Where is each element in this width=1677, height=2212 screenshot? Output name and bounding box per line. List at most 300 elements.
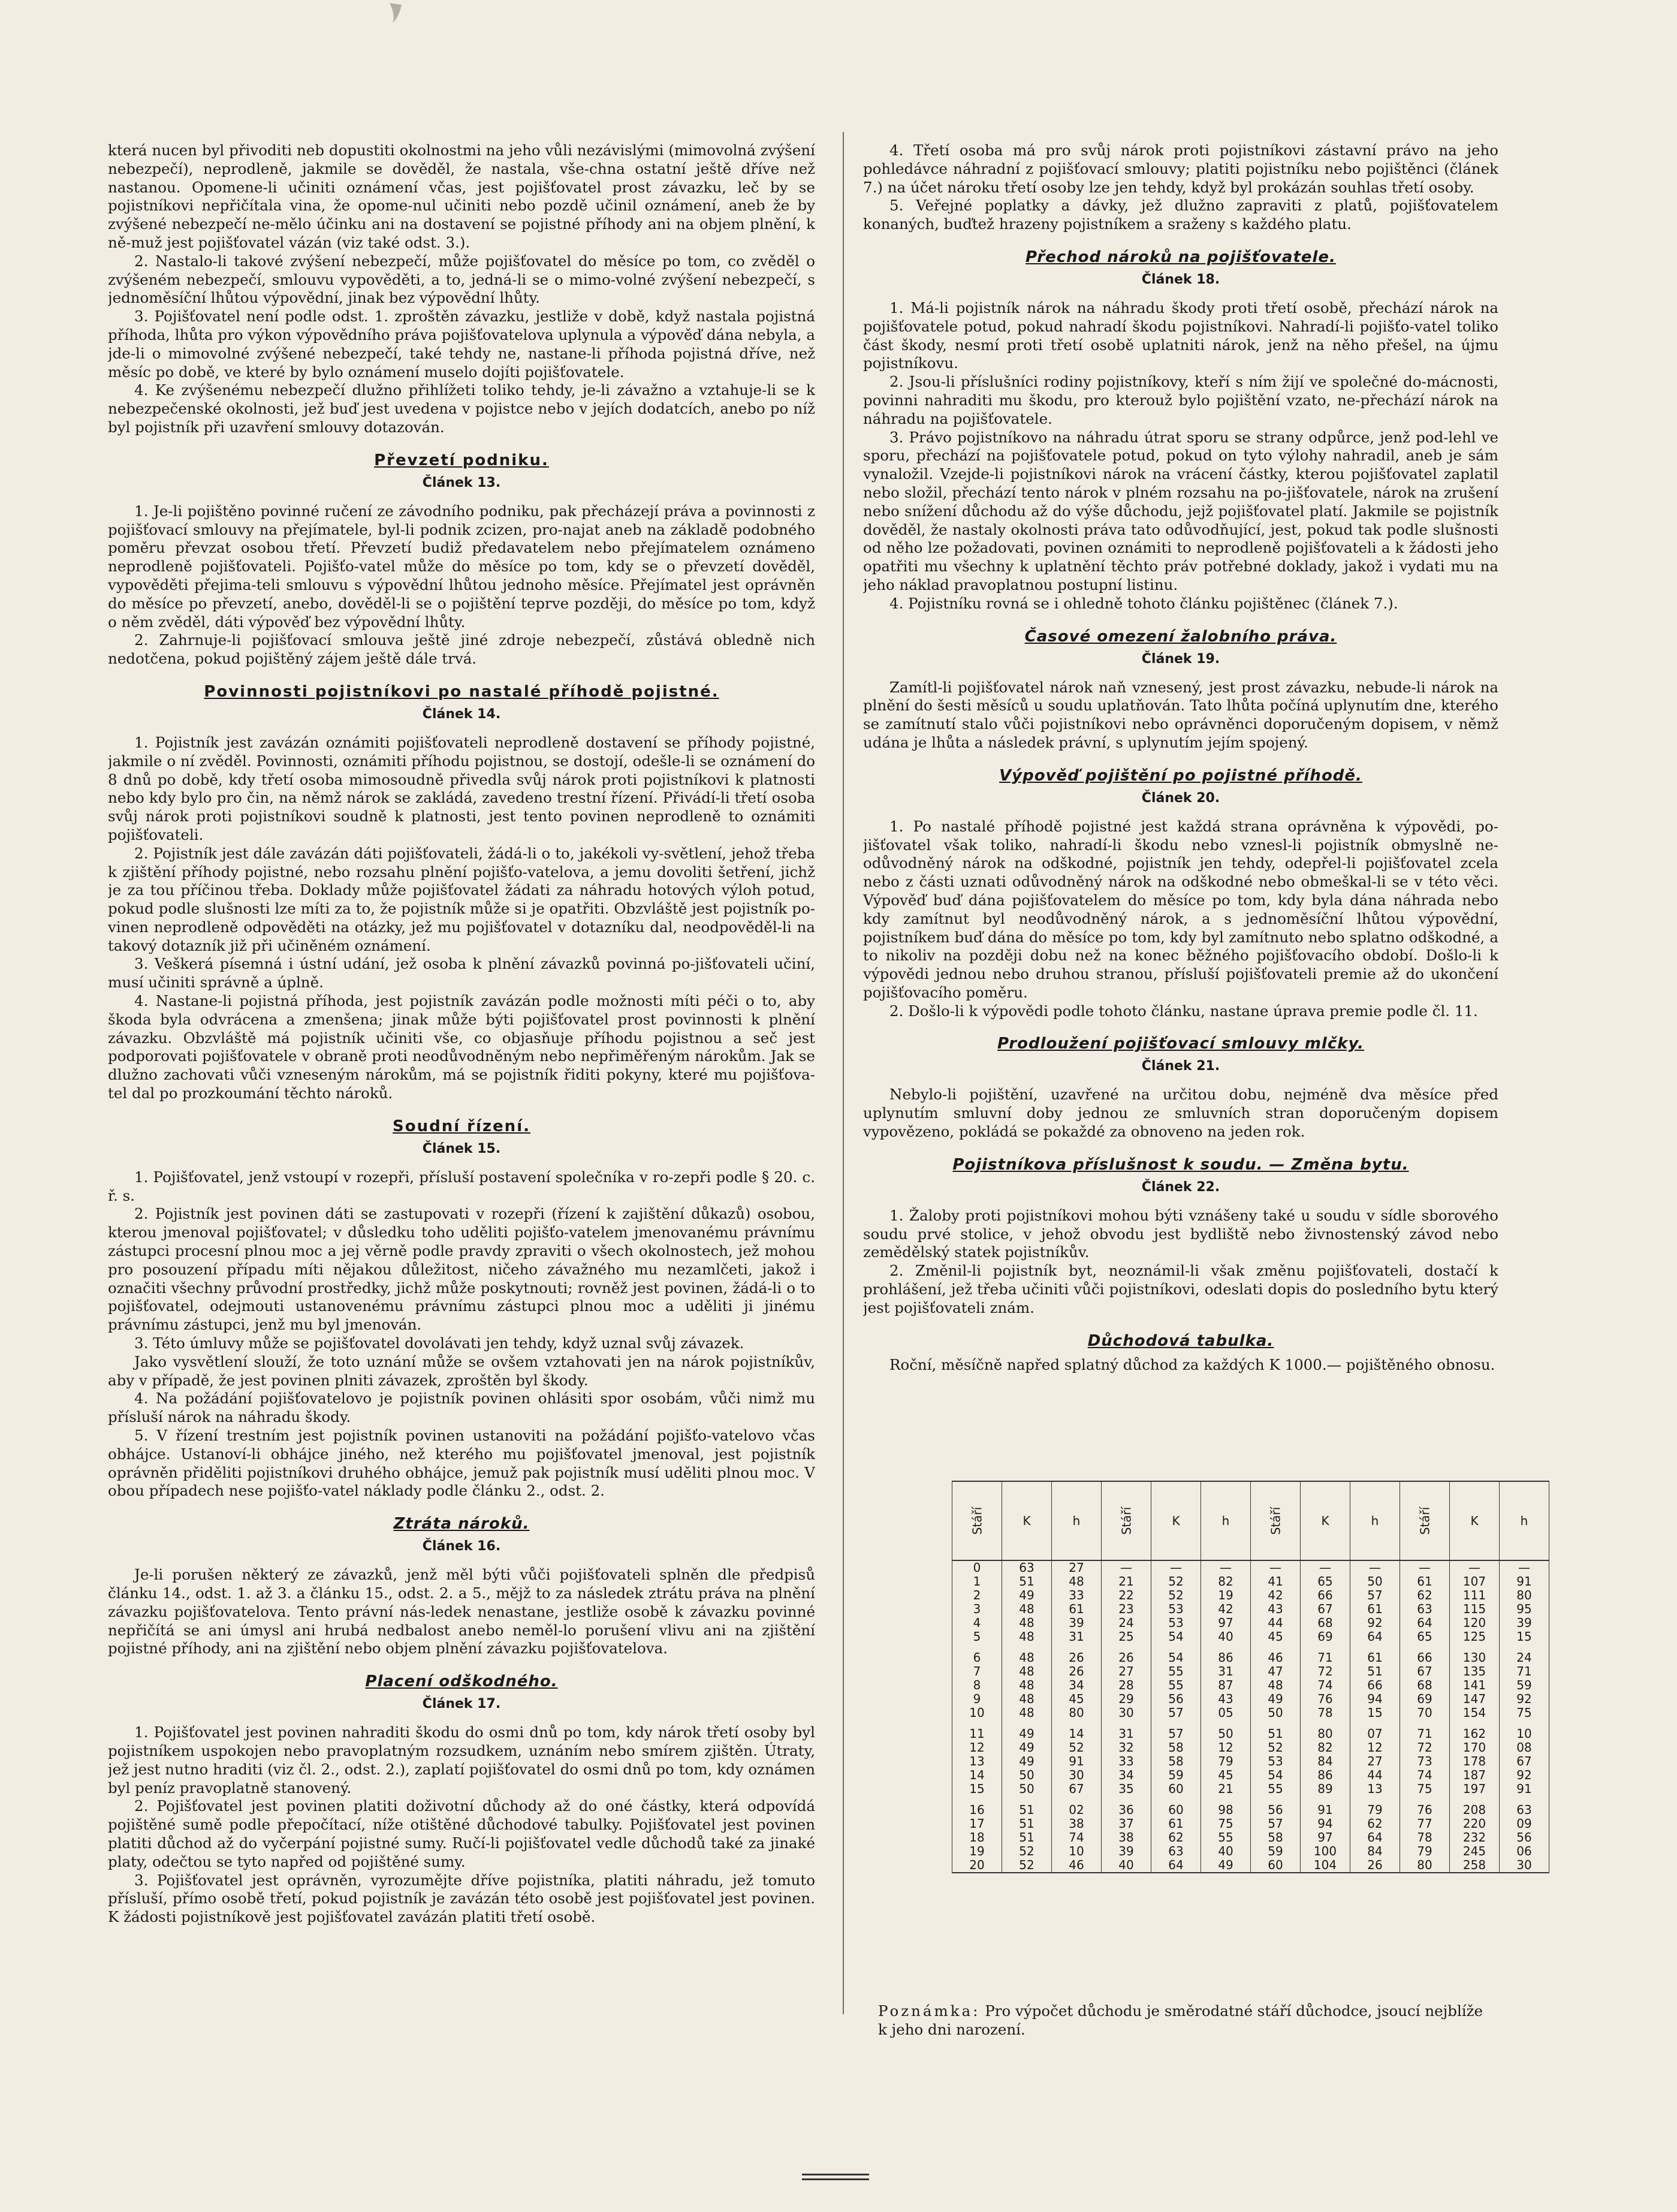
paragraph: 2. Jsou-li příslušníci rodiny pojistníkovy, kteří s ním žijí ve společné do-mácnosti, povinni nahraditi mu škodu, pro kterouž bylo pojištění vzato, ne-přechází nárok na náhradu na pojišťovatele. xyxy=(863,373,1498,427)
table-cell: 120 xyxy=(1450,1616,1500,1630)
table-cell: 53 xyxy=(1151,1602,1201,1616)
table-cell: 61 xyxy=(1400,1575,1450,1589)
table-cell: 54 xyxy=(1251,1768,1301,1782)
table-cell: — xyxy=(1102,1560,1151,1575)
article-title: Článek 22. xyxy=(1141,1179,1220,1195)
table-cell: 74 xyxy=(1052,1831,1102,1845)
table-cell: 21 xyxy=(1102,1575,1151,1589)
table-cell: 66 xyxy=(1350,1678,1400,1692)
section-title: Pojistníkova příslušnost k soudu. — Změna bytu. xyxy=(952,1155,1409,1174)
table-cell: 141 xyxy=(1450,1678,1500,1692)
table-cell: 16 xyxy=(952,1803,1002,1817)
table-row xyxy=(952,1741,1549,1755)
paragraph: 2. Změnil-li pojistník byt, neoznámil-li však změnu pojišťovateli, dostačí k prohlášení, jež třeba učiniti vůči pojistníkovi, odeslati dopis do posledního bytu který jest pojišťovateli znám. xyxy=(863,1262,1498,1316)
note-label: Poznámka: xyxy=(878,2002,981,2020)
table-cell: 63 xyxy=(1002,1560,1052,1575)
table-cell: 91 xyxy=(1301,1803,1350,1817)
table-cell: 75 xyxy=(1400,1782,1450,1796)
table-row xyxy=(952,1858,1549,1873)
table-cell: 17 xyxy=(952,1817,1002,1831)
section-title: Placení odškodného. xyxy=(365,1672,558,1691)
table-cell: 10 xyxy=(1500,1727,1549,1741)
table-cell: 75 xyxy=(1201,1817,1251,1831)
article-title: Článek 14. xyxy=(422,706,501,722)
table-cell: 28 xyxy=(1102,1678,1151,1692)
table-cell: 79 xyxy=(1350,1803,1400,1817)
table-cell: 154 xyxy=(1450,1706,1500,1720)
table-cell: 50 xyxy=(1002,1782,1052,1796)
table-cell: 26 xyxy=(1052,1665,1102,1678)
table-cell: 24 xyxy=(1102,1616,1151,1630)
paragraph: 2. Pojistník jest povinen dáti se zastupovati v rozepři (řízení k zajištění důkazů) osobou, kterou jmenoval pojišťovatel; v důsledku toho uděliti pojišťo-vatelem jmenovanému právnímu zástupci procesní plnou moc a jej věrně podle pravdy zpraviti o všech okolnostech, jež mohou pro posouzení případu míti nějakou důležitost, ničeho závažného mu nezamlčeti, jakož i označiti všechny průvodní prostředky, jichž může poskytnouti; rovněž jest povinen, žádá-li o to pojišťovatel, odejmouti ustanovenému právnímu zástupci plnou moc a uděliti ji jinému právnímu zástupci, jenž mu byl jmenován. xyxy=(108,1205,815,1334)
table-cell: 51 xyxy=(1002,1817,1052,1831)
table-cell: 19 xyxy=(952,1845,1002,1858)
table-cell: 36 xyxy=(1102,1803,1151,1817)
table-cell: 92 xyxy=(1500,1768,1549,1782)
section-title: Prodloužení pojišťovací smlouvy mlčky. xyxy=(997,1035,1364,1053)
table-cell: 7 xyxy=(952,1665,1002,1678)
section-title: Povinnosti pojistníkovi po nastalé příhodě pojistné. xyxy=(204,682,719,701)
table-cell: — xyxy=(1251,1560,1301,1575)
table-cell: 30 xyxy=(1500,1858,1549,1873)
table-cell: 52 xyxy=(1002,1845,1052,1858)
table-cell: 48 xyxy=(1002,1692,1052,1706)
table-row xyxy=(952,1706,1549,1720)
paragraph: 4. Na požádání pojišťovatelovo je pojistník povinen ohlásiti spor osobám, vůči nimž mu přísluší nárok na náhradu škody. xyxy=(108,1390,815,1426)
table-cell: 49 xyxy=(1251,1692,1301,1706)
table-cell: 232 xyxy=(1450,1831,1500,1845)
table-cell: 08 xyxy=(1500,1741,1549,1755)
table-cell: 58 xyxy=(1151,1741,1201,1755)
table-cell: 1 xyxy=(952,1575,1002,1589)
table-cell: 80 xyxy=(1052,1706,1102,1720)
note-text: Pro výpočet důchodu je směrodatné stáří důchodce, jsoucí nejblíže k jeho dni narození. xyxy=(878,2002,1483,2038)
table-cell: 49 xyxy=(1002,1727,1052,1741)
table-header-cell: K xyxy=(1450,1481,1500,1560)
table-cell: 67 xyxy=(1301,1602,1350,1616)
section-title: Důchodová tabulka. xyxy=(1087,1331,1274,1350)
table-cell: 51 xyxy=(1002,1803,1052,1817)
table-cell: 57 xyxy=(1350,1589,1400,1602)
paragraph: 5. Veřejné poplatky a dávky, jež dlužno zapraviti z platů, pojišťovatelem konaných, buďtež hrazeny pojistníkem a sraženy s každého platu. xyxy=(863,197,1498,233)
table-cell: 26 xyxy=(1102,1651,1151,1665)
table-cell: 60 xyxy=(1151,1803,1201,1817)
table-cell: 125 xyxy=(1450,1630,1500,1644)
table-cell: 91 xyxy=(1052,1755,1102,1768)
table-cell: 5 xyxy=(952,1630,1002,1644)
table-cell: 39 xyxy=(1102,1845,1151,1858)
table-cell: — xyxy=(1500,1560,1549,1575)
table-cell: 73 xyxy=(1400,1755,1450,1768)
table-cell: 130 xyxy=(1450,1651,1500,1665)
table-cell: 26 xyxy=(1350,1858,1400,1873)
table-cell: 06 xyxy=(1500,1845,1549,1858)
table-cell: 48 xyxy=(1002,1616,1052,1630)
table-cell: 46 xyxy=(1052,1858,1102,1873)
table-cell: 54 xyxy=(1151,1651,1201,1665)
table-cell: 67 xyxy=(1400,1665,1450,1678)
table-cell: 61 xyxy=(1350,1651,1400,1665)
table-cell: 48 xyxy=(1002,1630,1052,1644)
table-cell: 24 xyxy=(1500,1651,1549,1665)
table-cell: 22 xyxy=(1102,1589,1151,1602)
table-cell: 162 xyxy=(1450,1727,1500,1741)
pension-table xyxy=(952,1481,1549,1873)
table-cell: 2 xyxy=(952,1589,1002,1602)
table-row xyxy=(952,1803,1549,1817)
table-cell: 07 xyxy=(1350,1727,1400,1741)
table-cell: 57 xyxy=(1151,1727,1201,1741)
table-cell: 52 xyxy=(1151,1575,1201,1589)
table-header-cell xyxy=(952,1481,1002,1560)
table-cell: 75 xyxy=(1500,1706,1549,1720)
table-cell: 60 xyxy=(1251,1858,1301,1873)
article-title: Článek 17. xyxy=(422,1696,501,1712)
table-header-cell xyxy=(1400,1481,1450,1560)
table-row xyxy=(952,1651,1549,1665)
table-cell: 258 xyxy=(1450,1858,1500,1873)
table-cell: 220 xyxy=(1450,1817,1500,1831)
table-cell: 14 xyxy=(1052,1727,1102,1741)
section-title: Přechod nároků na pojišťovatele. xyxy=(1025,248,1336,266)
table-cell: 64 xyxy=(1350,1831,1400,1845)
table-cell: 51 xyxy=(1350,1665,1400,1678)
table-cell: 62 xyxy=(1350,1817,1400,1831)
paragraph: 1. Pojišťovatel, jenž vstoupí v rozepři, přísluší postavení společníka v ro-zepři podle § 20. c. ř. s. xyxy=(108,1168,815,1204)
table-row xyxy=(952,1727,1549,1741)
table-cell: 46 xyxy=(1251,1651,1301,1665)
table-cell: 40 xyxy=(1201,1845,1251,1858)
table-cell: 33 xyxy=(1052,1589,1102,1602)
section-title: Výpověď pojištění po pojistné příhodě. xyxy=(999,766,1362,785)
table-spacer-row xyxy=(952,1720,1549,1727)
table-cell: 87 xyxy=(1201,1678,1251,1692)
paragraph: Roční, měsíčně napřed splatný důchod za každých K 1000.— pojištěného obnosu. xyxy=(889,1355,1495,1373)
table-cell: 60 xyxy=(1151,1782,1201,1796)
table-cell: 38 xyxy=(1052,1817,1102,1831)
table-cell: 59 xyxy=(1151,1768,1201,1782)
table-cell: 52 xyxy=(1052,1741,1102,1755)
table-spacer-row xyxy=(952,1796,1549,1803)
table-cell: 97 xyxy=(1301,1831,1350,1845)
table-cell: 29 xyxy=(1102,1692,1151,1706)
table-cell: 107 xyxy=(1450,1575,1500,1589)
table-cell: 15 xyxy=(1350,1706,1400,1720)
ink-mark-icon xyxy=(387,0,405,24)
table-cell: 80 xyxy=(1500,1589,1549,1602)
table-cell: 147 xyxy=(1450,1692,1500,1706)
table-cell: 40 xyxy=(1201,1630,1251,1644)
table-cell: 69 xyxy=(1400,1692,1450,1706)
table-cell: 27 xyxy=(1350,1755,1400,1768)
table-cell: 61 xyxy=(1052,1602,1102,1616)
table-cell: 55 xyxy=(1151,1665,1201,1678)
table-cell: — xyxy=(1201,1560,1251,1575)
table-cell: 44 xyxy=(1350,1768,1400,1782)
table-row xyxy=(952,1845,1549,1858)
table-cell: 56 xyxy=(1251,1803,1301,1817)
paragraph: 4. Třetí osoba má pro svůj nárok proti pojistníkovi zástavní právo na jeho pohledávce náhradní z pojišťovací smlouvy; platiti pojistníku nebo pojištěnci (článek 7.) na účet nároku třetí osoby lze jen tehdy, když byl prokázán souhlas třetí osoby. xyxy=(863,141,1498,196)
paragraph: 2. Nastalo-li takové zvýšení nebezpečí, může pojišťovatel do měsíce po tom, co zvěděl o zvýšeném nebezpečí, smlouvu vypověděti, a to, jedná-li se o mimo-volné zvýšení nebezpečí, s jednoměsíční lhůtou výpovědní, jinak bez výpovědní lhůty. xyxy=(108,252,815,307)
table-header-cell: K xyxy=(1151,1481,1201,1560)
paragraph: Je-li porušen některý ze závazků, jenž měl býti vůči pojišťovateli splněn dle předpisů článku 14., odst. 1. až 3. a článku 15., odst. 2. a 5., mějž to za následek ztrátu práva na plnění závazku pojišťovatelova. Tento právní nás-ledek nenastane, jestliže osobě k závazku povinné nepřičítá se ani úmysl ani hrubá nedbalost anebo neměl-lo porušení vlivu ani na zjištění pojistné příhody, ani na zjištění nebo objem plnění závazku pojišťovatelova. xyxy=(108,1566,815,1658)
table-cell: 94 xyxy=(1301,1817,1350,1831)
table-row xyxy=(952,1692,1549,1706)
table-cell: 53 xyxy=(1251,1755,1301,1768)
table-cell: 49 xyxy=(1002,1589,1052,1602)
table-cell: 13 xyxy=(952,1755,1002,1768)
table-row xyxy=(952,1602,1549,1616)
table-cell: 54 xyxy=(1151,1630,1201,1644)
article-title: Článek 13. xyxy=(422,475,501,490)
article-title: Článek 21. xyxy=(1141,1059,1220,1074)
table-cell: 45 xyxy=(1251,1630,1301,1644)
paragraph: 3. Pojišťovatel jest oprávněn, vyrozumějte dříve pojistníka, platiti náhradu, jež tomuto přísluší, přímo osobě třetí, pokud pojistník je zavázán této osobě jest pojišťovatel jest povinen. K žádosti pojistníkově jest pojišťovatel zavázán platiti třetí osobě. xyxy=(108,1871,815,1926)
table-cell: 69 xyxy=(1301,1630,1350,1644)
paragraph: 2. Pojistník jest dále zavázán dáti pojišťovateli, žádá-li o to, jakékoli vy-světlení, jehož třeba k zjištění příhody pojistné, nebo rozsahu plnění pojišťo-vatelova, a jemu dovoliti šetření, jichž je za tou příčinou třeba. Doklady může pojišťovatel žádati za náhradu hotových výloh potud, pokud podle slušnosti lze míti za to, že pojistník může si je opatřiti. Obzvláště jest pojistník po-vinen neprodleně odpověděti na otázky, jež mu pojišťovatel v dotazníku dal, neodpověděl-li na takový dotazník již při učiněném oznámení. xyxy=(108,844,815,954)
table-cell: 3 xyxy=(952,1602,1002,1616)
header-label: Stáří xyxy=(969,1506,984,1535)
table-cell: 11 xyxy=(952,1727,1002,1741)
table-cell: 94 xyxy=(1350,1692,1400,1706)
table-cell: 64 xyxy=(1151,1858,1201,1873)
article-title: Článek 18. xyxy=(1141,272,1220,287)
table-cell: 84 xyxy=(1350,1845,1400,1858)
table-cell: 78 xyxy=(1400,1831,1450,1845)
table-cell: 38 xyxy=(1102,1831,1151,1845)
section-title: Časové omezení žalobního práva. xyxy=(1024,627,1337,646)
table-cell: 74 xyxy=(1301,1678,1350,1692)
table-cell: 208 xyxy=(1450,1803,1500,1817)
table-cell: 63 xyxy=(1151,1845,1201,1858)
table-cell: 63 xyxy=(1400,1602,1450,1616)
table-cell: 9 xyxy=(952,1692,1002,1706)
table-cell: — xyxy=(1301,1560,1350,1575)
table-cell: 95 xyxy=(1500,1602,1549,1616)
paragraph: 1. Žaloby proti pojistníkovi mohou býti vznášeny také u soudu v sídle sborového soudu prvé stolice, v jehož obvodu jest bydliště nebo živnostenský závod nebo zemědělský statek pojistníkův. xyxy=(863,1206,1498,1261)
table-cell: 80 xyxy=(1301,1727,1350,1741)
table-header-cell: K xyxy=(1301,1481,1350,1560)
table-cell: 55 xyxy=(1151,1678,1201,1692)
table-cell: 51 xyxy=(1002,1575,1052,1589)
table-body xyxy=(952,1560,1549,1873)
table-cell: 45 xyxy=(1201,1768,1251,1782)
table-cell: 44 xyxy=(1251,1616,1301,1630)
table-cell: 50 xyxy=(1201,1727,1251,1741)
table-header-cell: h xyxy=(1350,1481,1400,1560)
table-cell: 98 xyxy=(1201,1803,1251,1817)
table-cell: 43 xyxy=(1201,1692,1251,1706)
section-title: Převzetí podniku. xyxy=(374,451,549,469)
table-cell: 10 xyxy=(1052,1845,1102,1858)
table-cell: 115 xyxy=(1450,1602,1500,1616)
paragraph: 2. Pojišťovatel jest povinen platiti doživotní důchody až do oné částky, která odpovídá pojištěné sumě podle přepočítací, níže otištěné důchodové tabulky. Pojišťovatel jest povinen platiti důchod až do vyčerpání pojistné sumy. Ručí-li pojišťovatel vedle důchodů také za jinaké platy, odečtou se tyto napřed od pojištěné sumy. xyxy=(108,1797,815,1870)
table-row xyxy=(952,1665,1549,1678)
table-cell: 89 xyxy=(1301,1782,1350,1796)
table-cell: 31 xyxy=(1102,1727,1151,1741)
table-cell: 30 xyxy=(1052,1768,1102,1782)
table-cell: 48 xyxy=(1251,1678,1301,1692)
paragraph: 1. Má-li pojistník nárok na náhradu škody proti třetí osobě, přechází nárok na pojišťovatele potud, pokud nahradí škodu pojistníkovi. Nahradí-li pojišťo-vatel toliko část škody, nesmí proti třetí osobě uplatniti nárok, jenž na něho přešel, na újmu pojistníkovu. xyxy=(863,299,1498,372)
table-cell: 51 xyxy=(1002,1831,1052,1845)
paragraph: která nucen byl přivoditi neb dopustiti okolnostmi na jeho vůli nezávislými (mimovolná zvýšení nebezpečí), neprodleně, jakmile se dověděl, že nastala, vše-chna ostatní ještě dříve než nastanou. Opomene-li učiniti oznámení včas, jest pojišťovatel prost závazku, leč by se pojistníkovi nepřičítala vina, že opome-nul učiniti nebo pozdě učinil oznámení, aneb že by zvýšené nebezpečí ne-mělo účinku ani na dostavení se pojistné příhody ani na objem plnění, k ně-muž jest pojišťovatel vázán (viz také odst. 3.). xyxy=(108,141,815,251)
table-cell: 187 xyxy=(1450,1768,1500,1782)
table-header-cell: h xyxy=(1201,1481,1251,1560)
table-cell: 45 xyxy=(1052,1692,1102,1706)
paragraph: 2. Došlo-li k výpovědi podle tohoto článku, nastane úprava premie podle čl. 11. xyxy=(889,1002,1478,1020)
table-cell: 4 xyxy=(952,1616,1002,1630)
article-title: Článek 19. xyxy=(1141,651,1220,667)
table-cell: 50 xyxy=(1251,1706,1301,1720)
table-cell: 55 xyxy=(1201,1831,1251,1845)
paragraph: 3. Právo pojistníkovo na náhradu útrat sporu se strany odpůrce, jenž pod-lehl ve sporu, přechází na pojišťovatele potud, pokud on tyto výlohy nahradil, aneb je sám vynaložil. Vzejde-li pojistníkovi nárok na vrácení částky, kterou pojišťovatel zaplatil nebo složil, přechází tento nárok v plném rozsahu na po-jišťovatele, nárok na zrušení nebo snížení důchodu až do výše důchodu, jejž pojišťovatel platí. Jakmile se pojistník dověděl, že nastaly okolnosti práva tato odůvodňující, jest, pokud tak podle slušnosti od něho lze požadovati, povinen oznámiti to neprodleně pojišťovateli a k žádosti jeho opatřiti mu všechny k uplatnění těchto práv potřebné doklady, jakož i vydati mu na jeho náklad pravoplatnou postupní listinu. xyxy=(863,428,1498,593)
table-cell: 52 xyxy=(1251,1741,1301,1755)
table-cell: — xyxy=(1450,1560,1500,1575)
table-cell: 43 xyxy=(1251,1602,1301,1616)
left-column xyxy=(108,141,815,2048)
table-cell: 86 xyxy=(1301,1768,1350,1782)
table-row xyxy=(952,1755,1549,1768)
table-cell: 178 xyxy=(1450,1755,1500,1768)
table-cell: 8 xyxy=(952,1678,1002,1692)
table-cell: 63 xyxy=(1500,1803,1549,1817)
paragraph: Nebylo-li pojištění, uzavřené na určitou dobu, nejméně dva měsíce před uplynutím smluvní doby jednou ze smluvních stran doporučeným dopisem vypovězeno, pokládá se pokaždé za obnoveno na jeden rok. xyxy=(863,1086,1498,1141)
paragraph: 1. Pojišťovatel jest povinen nahraditi škodu do osmi dnů po tom, kdy nárok třetí osoby byl pojistníkem uspokojen nebo pravoplatným rozsudkem, uznáním nebo smírem zjištěn. Útraty, jež jest nutno hraditi (viz čl. 2., odst. 2.), zaplatí pojišťovatel do osmi dnů po tom, kdy oznámen byl peníz pravoplatně stanovený. xyxy=(108,1723,815,1797)
table-cell: 41 xyxy=(1251,1575,1301,1589)
table-cell: 82 xyxy=(1201,1575,1251,1589)
table-row xyxy=(952,1575,1549,1589)
table-header-cell: h xyxy=(1052,1481,1102,1560)
table-cell: 71 xyxy=(1301,1651,1350,1665)
table-cell: 58 xyxy=(1151,1755,1201,1768)
table-cell: 6 xyxy=(952,1651,1002,1665)
paragraph: 5. V řízení trestním jest pojistník povinen ustanoviti na požádání pojišťo-vatelovo včas obhájce. Ustanoví-li obhájce jiného, než kterého mu pojišťovatel jmenoval, jest pojistník oprávněn přiděliti pojistníkovi druhého obhájce, jemuž pak pojistník musí uděliti plnou moc. V obou případech nese pojišťo-vatel náklady podle článku 2., odst. 2. xyxy=(108,1427,815,1500)
table-cell: 12 xyxy=(952,1741,1002,1755)
table-cell: — xyxy=(1400,1560,1450,1575)
table-cell: — xyxy=(1350,1560,1400,1575)
table-cell: 31 xyxy=(1201,1665,1251,1678)
table-cell: 61 xyxy=(1151,1817,1201,1831)
table-cell: 27 xyxy=(1052,1560,1102,1575)
table-cell: 77 xyxy=(1400,1817,1450,1831)
table-row xyxy=(952,1616,1549,1630)
table-cell: 05 xyxy=(1201,1706,1251,1720)
table-cell: 64 xyxy=(1400,1616,1450,1630)
table-cell: 40 xyxy=(1102,1858,1151,1873)
table-cell: 86 xyxy=(1201,1651,1251,1665)
table-cell: 66 xyxy=(1400,1651,1450,1665)
table-cell: 57 xyxy=(1151,1706,1201,1720)
table-cell: 52 xyxy=(1151,1589,1201,1602)
table-cell: 18 xyxy=(952,1831,1002,1845)
table-cell: 74 xyxy=(1400,1768,1450,1782)
table-cell: 37 xyxy=(1102,1817,1151,1831)
table-cell: 70 xyxy=(1400,1706,1450,1720)
table-cell: 10 xyxy=(952,1706,1002,1720)
table-cell: 53 xyxy=(1151,1616,1201,1630)
table-cell: 135 xyxy=(1450,1665,1500,1678)
section-title: Soudní řízení. xyxy=(393,1117,530,1135)
paragraph: 3. Této úmluvy může se pojišťovatel dovolávati jen tehdy, když uznal svůj závazek. xyxy=(134,1334,744,1352)
table-cell: 12 xyxy=(1350,1741,1400,1755)
table-cell: 68 xyxy=(1301,1616,1350,1630)
table-cell: 19 xyxy=(1201,1589,1251,1602)
section-title: Ztráta nároků. xyxy=(393,1515,530,1533)
table-cell: 34 xyxy=(1102,1768,1151,1782)
table-cell: 35 xyxy=(1102,1782,1151,1796)
table-cell: 245 xyxy=(1450,1845,1500,1858)
paragraph: 4. Nastane-li pojistná příhoda, jest pojistník zavázán podle možnosti míti péči o to, aby škoda byla odvrácena a zmenšena; jinak může býti pojišťovatel prost povinnosti k plnění závazku. Obzvláště má pojistník učiniti vše, co objasňuje příhodu pojistnou a seč jest podporovati pojišťovatele v obraně proti neodůvodněným nebo nepřiměřeným nárokům. Jak se dlužno zachovati vůči vzneseným nárokům, má se pojistník řiditi pokyny, které mu pojišťova-tel dal po prozkoumání těchto nároků. xyxy=(108,992,815,1102)
bottom-rule xyxy=(802,2174,869,2175)
table-cell: 100 xyxy=(1301,1845,1350,1858)
table-cell: 84 xyxy=(1301,1755,1350,1768)
table-header-cell: K xyxy=(1002,1481,1052,1560)
table-cell: 79 xyxy=(1201,1755,1251,1768)
table-cell: 62 xyxy=(1151,1831,1201,1845)
table-cell: 197 xyxy=(1450,1782,1500,1796)
table-row xyxy=(952,1817,1549,1831)
table-cell: 92 xyxy=(1500,1692,1549,1706)
table-cell: 25 xyxy=(1102,1630,1151,1644)
table-cell: 0 xyxy=(952,1560,1002,1575)
table-cell: 23 xyxy=(1102,1602,1151,1616)
table-cell: 26 xyxy=(1052,1651,1102,1665)
table-cell: 15 xyxy=(1500,1630,1549,1644)
table-cell: 48 xyxy=(1002,1665,1052,1678)
table-row xyxy=(952,1630,1549,1644)
table-cell: 49 xyxy=(1002,1741,1052,1755)
table-cell: 72 xyxy=(1301,1665,1350,1678)
paragraph: 1. Je-li pojištěno povinné ručení ze závodního podniku, pak přecházejí práva a povinnosti z pojišťovací smlouvy na přejímatele, byl-li podnik zcizen, pro-najat aneb na základě podobného poměru převzat osobou třetí. Převzetí budiž předavatelem nebo přejímatelem oznámeno neprodleně pojišťovateli. Pojišťo-vatel může do měsíce po tom, kdy se o převzetí dověděl, vypověděti přejima-teli smlouvu s výpovědní lhůtou jednoho měsíce. Přejímatel jest oprávněn do měsíce po převzetí, anebo, dověděl-li se o pojištění teprve později, do měsíce po tom, když o něm zvěděl, dáti výpověď bez výpovědní lhůty. xyxy=(108,502,815,631)
table-cell: 58 xyxy=(1251,1831,1301,1845)
table-cell: 91 xyxy=(1500,1575,1549,1589)
table-cell: 48 xyxy=(1002,1706,1052,1720)
table-cell: 31 xyxy=(1052,1630,1102,1644)
table-cell: 57 xyxy=(1251,1817,1301,1831)
table-header-row xyxy=(952,1481,1549,1560)
table-cell: 65 xyxy=(1301,1575,1350,1589)
table-cell: 09 xyxy=(1500,1817,1549,1831)
table-header-cell xyxy=(1251,1481,1301,1560)
table-cell: 49 xyxy=(1002,1755,1052,1768)
header-label: Stáří xyxy=(1268,1506,1283,1535)
table-cell: 48 xyxy=(1002,1678,1052,1692)
table-spacer-row xyxy=(952,1644,1549,1651)
paragraph: 4. Ke zvýšenému nebezpečí dlužno přihlížeti toliko tehdy, je-li závažno a vztahuje-li se k nebezpečenské okolnosti, jež buď jest uvedena v pojistce nebo v jejích dodatcích, anebo po níž byl pojistník při uzavření smlouvy dotazován. xyxy=(108,381,815,436)
table-cell: 13 xyxy=(1350,1782,1400,1796)
paragraph: 1. Po nastalé příhodě pojistné jest každá strana oprávněna k výpovědi, po-jišťovatel však toliko, nahradí-li škodu nebo vznesl-li pojistník obmyslně ne-odůvodněný nárok na odškodné, pojistník jen tehdy, odepřel-li pojišťovatel zcela nebo z části uznati odůvodněný nárok na odškodné nebo obmeškal-li se v této věci. Výpověď buď dána pojišťovatelem do měsíce po tom, kdy byla dána náhrada nebo kdy zamítnut byl neodůvodněný nárok, a s jednoměsíční lhůtou výpovědní, pojistníkem buď dána do měsíce po tom, kdy byl zamítnuto nebo splatno odškodné, a to nikoliv na později dobu než na konec běžného pojišťovacího období. Došlo-li k výpovědi jednou nebo druhou stranou, přísluší pojišťovateli premie až do ukončení pojišťovacího poměru. xyxy=(863,817,1498,1001)
table-cell: 27 xyxy=(1102,1665,1151,1678)
table-cell: 67 xyxy=(1052,1782,1102,1796)
table-cell: 66 xyxy=(1301,1589,1350,1602)
table-cell: 48 xyxy=(1052,1575,1102,1589)
table-cell: 15 xyxy=(952,1782,1002,1796)
table-cell: 91 xyxy=(1500,1782,1549,1796)
table-row xyxy=(952,1831,1549,1845)
table-cell: 59 xyxy=(1251,1845,1301,1858)
table-cell: 39 xyxy=(1500,1616,1549,1630)
header-label: Stáří xyxy=(1417,1506,1432,1535)
table-cell: 47 xyxy=(1251,1665,1301,1678)
paragraph: 3. Pojišťovatel není podle odst. 1. zproštěn závazku, jestliže v době, když nastala pojistná příhoda, lhůta pro výkon výpovědního práva pojišťovatelova uplynula a výpověď dána nebyla, a jde-li o mimovolné zvýšené nebezpečí, také tehdy ne, nastane-li příhoda pojistná dříve, než měsíc po době, ve které by bylo oznámení muselo dojíti pojišťovatele. xyxy=(108,308,815,381)
table-cell: 34 xyxy=(1052,1678,1102,1692)
table-cell: 20 xyxy=(952,1858,1002,1873)
table-cell: 50 xyxy=(1350,1575,1400,1589)
table-cell: 170 xyxy=(1450,1741,1500,1755)
article-title: Článek 20. xyxy=(1141,790,1220,806)
table-cell: 72 xyxy=(1400,1741,1450,1755)
table-cell: 76 xyxy=(1301,1692,1350,1706)
